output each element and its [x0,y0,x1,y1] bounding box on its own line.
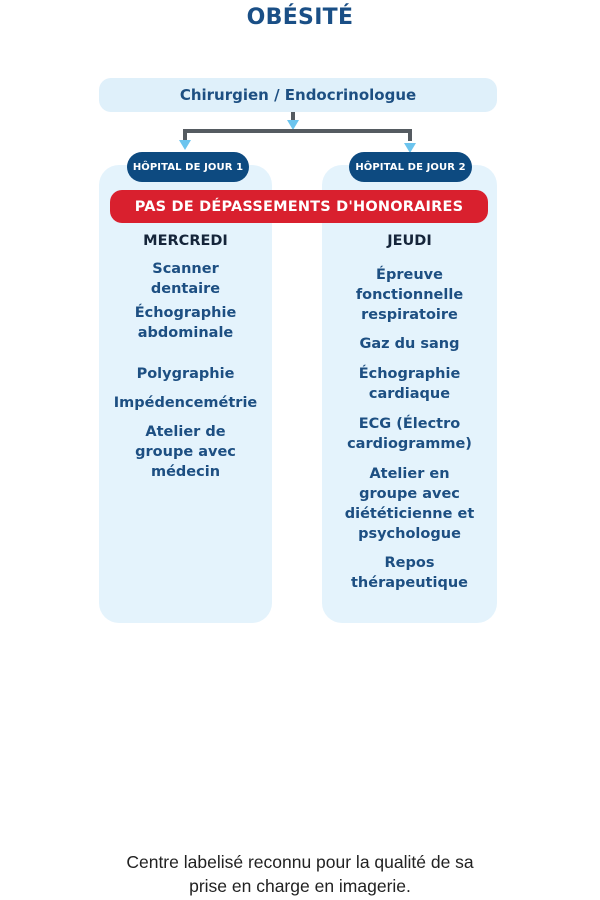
exam-item: Gaz du sang [359,336,460,352]
specialist-label: Chirurgien / Endocrinologue [179,86,417,104]
exam-item: Atelier en groupe avec diététicienne et psychologue [344,466,475,542]
hospital-day-1-badge: HÔPITAL DE JOUR 1 [127,152,249,182]
footer-line-2: prise en charge en imagerie. [189,876,411,896]
exam-item: Polygraphie [136,366,235,382]
exam-item: Épreuve fonctionnelle respiratoire [355,267,464,323]
exam-item: Échographie abdominale [134,305,237,341]
footer-line-1: Centre labelisé reconnu pour la qualité de sa [126,852,474,872]
no-extra-fees-banner [110,190,488,223]
day-label-wednesday: MERCREDI [143,233,228,249]
exam-item: Repos thérapeutique [351,555,468,591]
specialist-box [99,78,497,112]
arrow-down-icon [179,140,191,150]
day-label-thursday: JEUDI [387,233,432,249]
exam-item: Impédencemétrie [113,395,258,411]
exam-item: Échographie cardiaque [358,366,461,402]
banner-label: PAS DE DÉPASSEMENTS D'HONORAIRES [134,198,464,215]
footer-note [0,850,600,898]
page-title: OBÉSITÉ [246,5,354,30]
connector-horizontal [183,129,412,133]
connector-right-drop [408,129,412,141]
exam-item: Atelier de groupe avec médecin [135,424,236,480]
hospital-day-2-badge: HÔPITAL DE JOUR 2 [349,152,472,182]
exam-item: ECG (Électro cardiogramme) [347,416,472,452]
exam-item: Scanner dentaire [150,261,221,297]
